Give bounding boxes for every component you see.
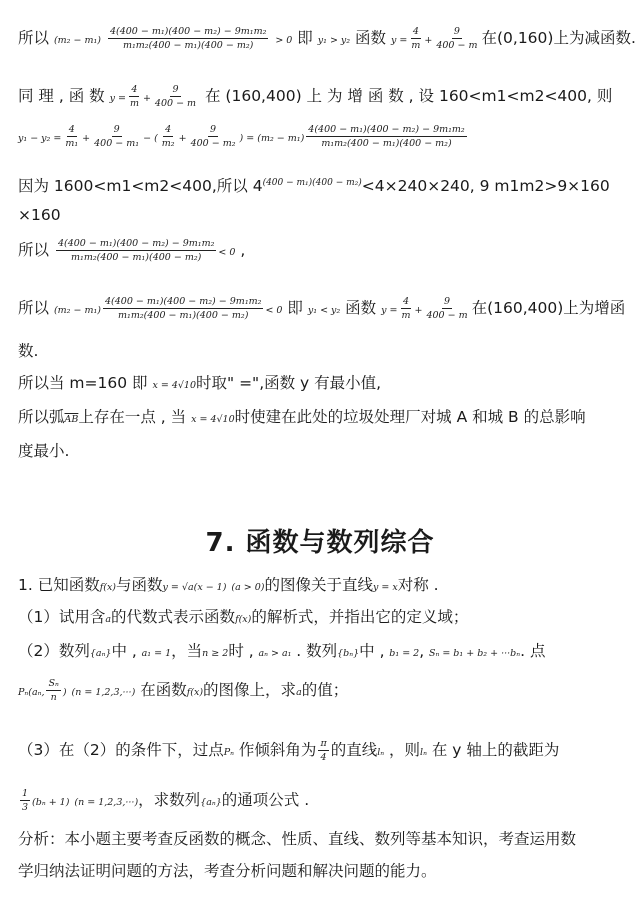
text: 时取" =",函数 y 有最小值, [196,374,382,392]
math: + [424,35,433,46]
math: ) [62,687,67,698]
math: f(x) [186,687,204,698]
text: ，则 [389,741,421,759]
text: 的代数式表示函数 [111,608,236,626]
math: lₙ [377,747,385,758]
math: y = [109,93,126,104]
fraction [56,238,216,263]
denominator: m₁m₂(400 − m₁)(400 − m₂) [118,310,249,321]
denominator: m [401,310,411,321]
math: (a > 0) [231,582,265,593]
math: b₁ = 2 [389,648,420,659]
math: a [296,687,302,698]
math: Sₙ = b₁ + b₂ + ···bₙ [428,648,521,659]
line-11 [18,440,69,462]
math: (bₙ + 1) [32,797,70,808]
numerator: 9 [453,26,460,37]
text: . 数列 [296,642,338,660]
fraction [189,124,238,149]
math: y₁ − y₂ = [18,133,62,144]
fraction [20,788,30,813]
math: x = 4√10 [191,414,235,425]
line-8 [18,340,38,362]
fraction [318,738,328,763]
math: < 0 [218,247,236,258]
math: y = √a(x − 1) [162,582,227,593]
denominator: 400 − m₁ [94,138,140,149]
line-1 [18,26,636,52]
math: a [105,614,112,625]
text: ，求数列 [138,791,201,809]
denominator: m₁ [65,138,79,149]
math: aₙ > a₁ [258,648,292,659]
text: 学归纳法证明问题的方法，考查分析问题和解决问题的能力。 [18,862,437,880]
math: n ≥ 2 [202,648,229,659]
numerator: 4 [68,124,75,135]
numerator: 4 [402,296,410,307]
text: 作倾斜角为 [238,741,317,759]
denominator: n [50,692,57,703]
numerator: 9 [113,124,120,135]
math: y₁ > y₂ [317,35,351,46]
math: + [82,133,91,144]
text: 函数 [355,29,387,47]
math: (n = 1,2,3,···) [74,797,139,808]
analysis-line-1 [18,828,576,850]
text: 在 y 轴上的截距为 [431,741,560,759]
text: 的图像关于直线 [264,576,374,594]
problem-line-5 [18,738,559,764]
numerator: 4 [131,84,138,95]
fraction [103,296,263,321]
text: , [419,642,425,660]
math: {aₙ} [89,648,112,659]
math: y = [381,305,398,316]
math: ) = (m₂ − m₁) [239,133,305,144]
denominator: m₁m₂(400 − m₁)(400 − m₂) [122,40,254,51]
line-10 [18,406,586,431]
line-9 [18,372,381,397]
denominator: 4 [320,752,327,763]
text: ，当 [171,642,203,660]
denominator: m [129,98,139,109]
fraction [399,296,412,321]
line-6 [18,238,245,264]
fraction [153,84,198,109]
line-5 [18,204,61,226]
line-2 [18,84,612,110]
denominator: m₁m₂(400 − m₁)(400 − m₂) [71,252,202,263]
text: , [240,241,246,259]
denominator: m [411,40,421,51]
text: 对称 . [397,576,439,594]
fraction [92,124,141,149]
numerator: 4 [165,124,172,135]
numerator: 9 [210,124,217,135]
superscript: (400 − m₁)(400 − m₂) [262,178,362,188]
numerator: 4(400 − m₁)(400 − m₂) − 9m₁m₂ [308,124,465,135]
text: 在(160,400)上为增函 [471,299,626,317]
text: 在(0,160)上为减函数. [481,29,636,47]
problem-line-1 [18,574,439,599]
analysis-line-2 [18,860,437,882]
denominator: 3 [22,802,29,813]
text: 时使建在此处的垃圾处理厂对城 A 和城 B 的总影响 [234,408,586,426]
text: 的直线 [330,741,378,759]
denominator: m₂ [161,138,175,149]
math: + [178,133,187,144]
fraction [434,26,479,51]
math: f(x) [235,614,252,625]
math: + [142,93,151,104]
text: 在 (160,400) 上 为 增 函 数 , 设 160<m1<m2<400, 则 [205,87,613,105]
denominator: 400 − m₂ [190,138,236,149]
problem-line-2 [18,606,468,631]
math: (m₂ − m₁) [53,35,101,46]
fraction [46,678,60,703]
text: <4×240×240, 9 m1m2>9×160 [361,177,610,196]
text: 中 , [359,642,385,660]
text: 分析：本小题主要考查反函数的概念、性质、直线、数列等基本知识，考查运用数 [18,830,577,848]
text: 所以当 m=160 即 [18,374,148,392]
numerator: 9 [172,84,179,95]
math: x = 4√10 [152,380,197,391]
text: 的值； [301,681,349,699]
numerator: 4(400 − m₁)(400 − m₂) − 9m₁m₂ [57,238,215,249]
math: + [414,305,423,316]
math: Pₙ [223,747,234,758]
text: 所以弧 [18,408,65,426]
text: 与函数 [116,576,163,594]
math: y₁ < y₂ [307,305,341,316]
line-3 [18,124,469,150]
fraction [409,26,422,51]
text: 中 , [111,642,137,660]
math: {aₙ} [200,797,222,808]
numerator: 4(400 − m₁)(400 − m₂) − 9m₁m₂ [109,26,267,37]
fraction [128,84,141,109]
text: 函数 [345,299,377,317]
denominator: 400 − m [436,40,478,51]
numerator: π [320,738,327,749]
numerator: 4 [412,26,419,37]
text: 即 [297,29,313,47]
problem-line-4 [18,678,348,704]
math: y = x [373,582,398,593]
numerator: 4(400 − m₁)(400 − m₂) − 9m₁m₂ [105,296,262,307]
math: < 0 [265,305,283,316]
text: 上存在一点 , 当 [78,408,187,426]
math: (n = 1,2,3,···) [71,687,136,698]
fraction [306,124,466,149]
text: 所以 [18,299,50,317]
math: a₁ = 1 [141,648,172,659]
text: 即 [287,299,303,317]
math: f(x) [99,582,117,593]
denominator: m₁m₂(400 − m₁)(400 − m₂) [321,138,452,149]
text: 因为 1600<m1<m2<400,所以 4 [18,177,263,196]
text: 所以 [18,29,50,47]
text: 1. 已知函数 [18,576,100,594]
fraction [63,124,80,149]
text: （2）数列 [18,642,90,660]
numerator: Sₙ [48,678,59,689]
math: > 0 [275,35,293,46]
numerator: 1 [22,788,29,799]
problem-line-6 [18,788,309,814]
text: . 点 [520,642,546,660]
problem-line-3 [18,640,545,665]
text: （3）在（2）的条件下，过点 [18,741,224,759]
math: (m₂ − m₁) [53,305,101,316]
numerator: 9 [444,296,451,307]
text: 的通项公式 . [221,791,310,809]
text: 在函数 [140,681,187,699]
denominator: 400 − m [426,310,468,321]
text: 同 理 , 函 数 [18,87,105,105]
math: {bₙ} [337,648,360,659]
math: − ( [143,133,158,144]
text: ×160 [18,206,61,224]
text: 所以 [18,241,50,259]
section-title: 7. 函数与数列综合 [205,528,435,558]
text: 时 , [228,642,254,660]
text: 度最小. [18,442,70,460]
text: 的解析式，并指出它的定义域； [251,608,469,626]
denominator: 400 − m [154,98,197,109]
text: 的图像上，求 [203,681,297,699]
text: （1）试用含 [18,608,106,626]
fraction [160,124,177,149]
line-4 [18,172,610,197]
math: y = [391,35,408,46]
fraction [108,26,268,51]
arc-label: $\overline{AB}$ [64,414,79,425]
math: lₙ [420,747,427,758]
text: 数. [18,342,39,360]
line-7 [18,296,625,322]
math: Pₙ(aₙ, [18,687,45,698]
fraction [424,296,469,321]
